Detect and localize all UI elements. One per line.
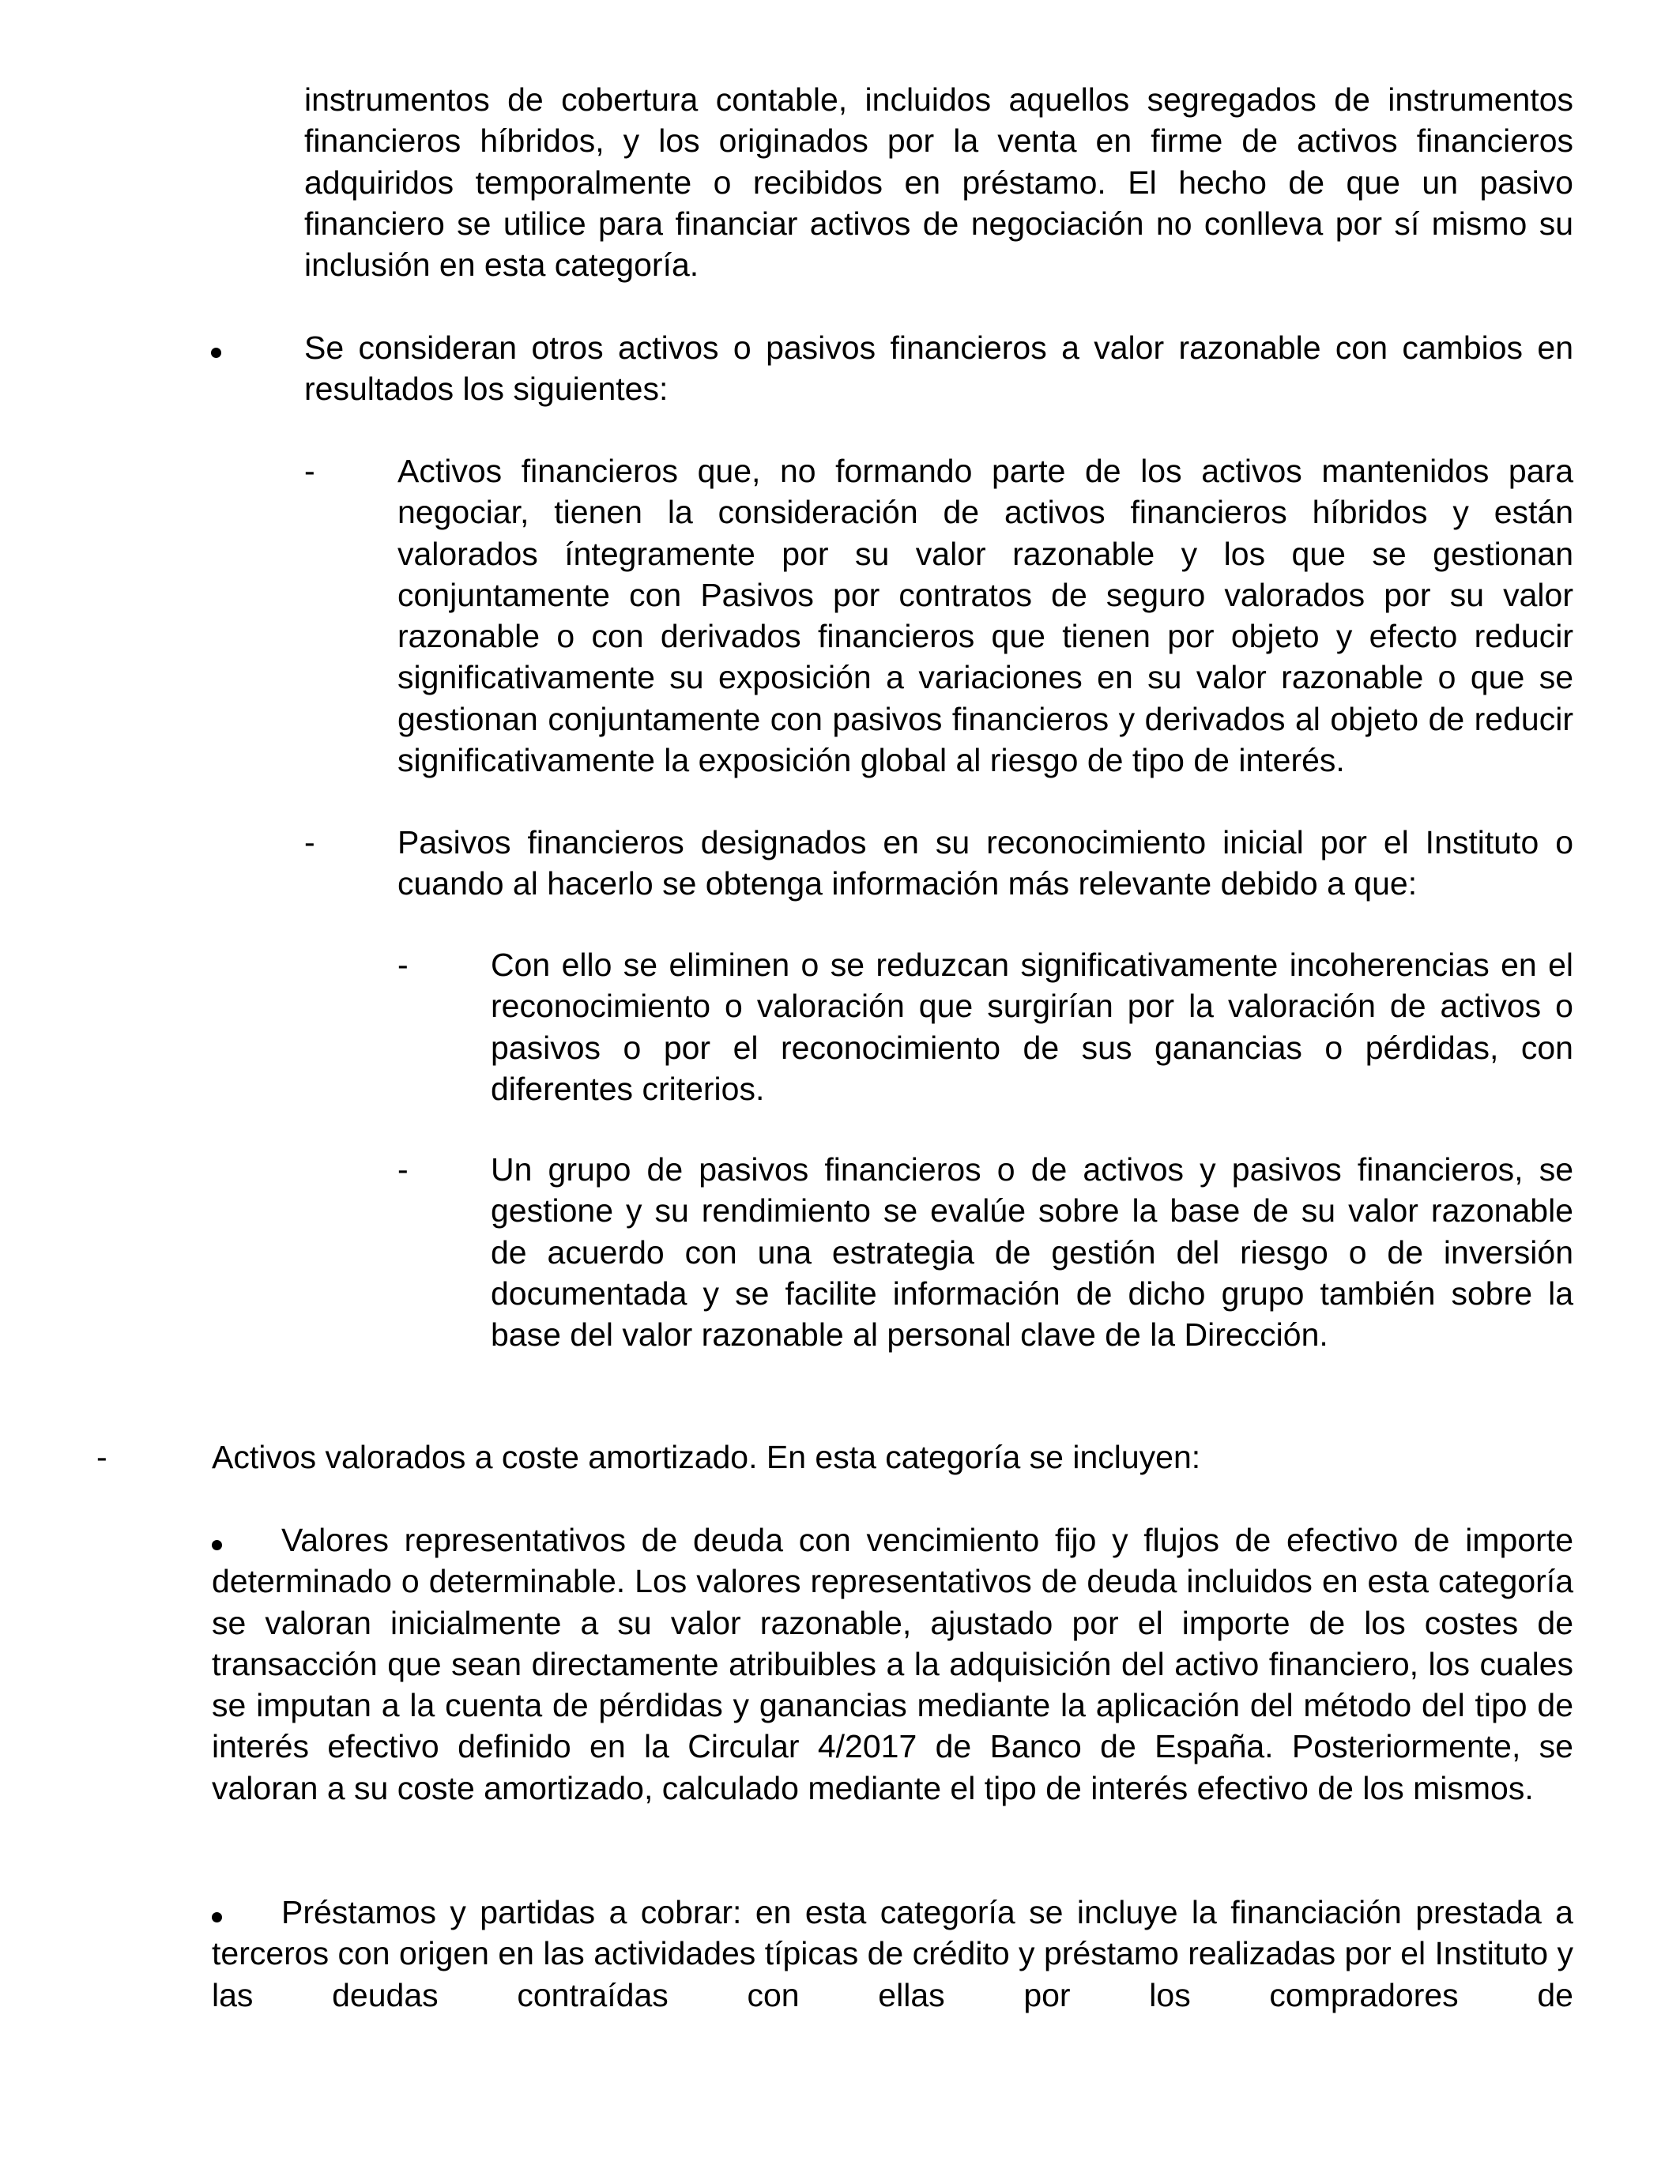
dash-marker: - — [304, 453, 315, 489]
paragraph-group-managed-fair-value: Un grupo de pasivos financieros o de activos y pasivos financieros, se gestione y su rendimiento se evalúe sobre la base de su valor razonable de acuerdo con una estrategia de gestión del riesgo o de inversión documentada y se facilite información de dicho grupo también sobre la base del valor razonable al personal clave de la Dirección. — [491, 1151, 1573, 1354]
paragraph-loans-receivables: Préstamos y partidas a cobrar: en esta categoría se incluye la financiación prestada a terceros con origen en las actividades típicas de crédito y préstamo realizadas por el Instituto y las deudas contraídas con ellas por los compradores de — [212, 1894, 1573, 2013]
dash-marker: - — [304, 824, 315, 860]
paragraph-designated-liabilities: Pasivos financieros designados en su reconocimiento inicial por el Instituto o cuando al hacerlo se obtenga información más relevante debido a que: — [397, 824, 1573, 902]
paragraph-trading-liabilities-continuation: instrumentos de cobertura contable, incluidos aquellos segregados de instrumentos financieros híbridos, y los originados por la venta en firme de activos financieros adquiridos temporalmente o recibidos en préstamo. El hecho de que un pasivo financiero se utilice para financiar activos de negociación no conlleva por sí mismo su inclusión en esta categoría. — [304, 81, 1573, 284]
paragraph-debt-securities: Valores representativos de deuda con vencimiento fijo y flujos de efectivo de importe determinado o determinable. Los valores representativos de deuda incluidos en esta categoría se valoran inicialmente a su valor razonable, ajustado por el importe de los costes de transacción que sean directamente atribuibles a la adquisición del activo financiero, los cuales se imputan a la cuenta de pérdidas y ganancias mediante la aplicación del método del tipo de interés efectivo definido en la Circular 4/2017 de Banco de España. Posteriormente, se valoran a su coste amortizado, calculado mediante el tipo de interés efectivo de los mismos. — [212, 1522, 1573, 1806]
paragraph-amortized-cost-assets: Activos valorados a coste amortizado. En esta categoría se incluyen: — [212, 1439, 1201, 1475]
dash-marker: - — [397, 947, 409, 983]
bullet-icon — [211, 348, 221, 358]
paragraph-other-fair-value-assets: Se consideran otros activos o pasivos financieros a valor razonable con cambios en resultados los siguientes: — [304, 329, 1573, 408]
dash-marker: - — [96, 1439, 107, 1475]
paragraph-hybrid-financial-assets: Activos financieros que, no formando parte de los activos mantenidos para negociar, tienen la consideración de activos financieros híbridos y están valorados íntegramente por su valor razonable y los que se gestionan conjuntamente con Pasivos por contratos de seguro valorados por su valor razonable o con derivados financieros que tienen por objeto y efecto reducir significativamente su exposición a variaciones en su valor razonable o que se gestionan conjuntamente con pasivos financieros y derivados al objeto de reducir significativamente la exposición global al riesgo de tipo de interés. — [397, 453, 1573, 779]
dash-marker: - — [397, 1151, 409, 1188]
paragraph-inconsistency-reduction: Con ello se eliminen o se reduzcan significativamente incoherencias en el reconocimiento o valoración que surgirían por la valoración de activos o pasivos o por el reconocimiento de sus ganancias o pérdidas, con diferentes criterios. — [491, 947, 1573, 1107]
